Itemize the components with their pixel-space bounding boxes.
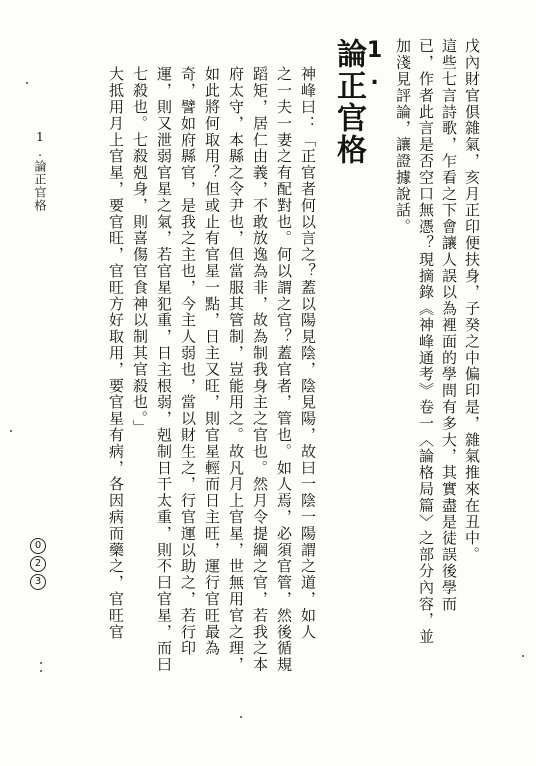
scan-speck (240, 716, 242, 718)
intro-line-3: 已，作者此言是否空口無憑？現摘錄《神峰通考》卷一〈論格局篇〉之部分內容，並 (417, 38, 435, 645)
scan-speck (522, 655, 524, 657)
body-column-4: 府太守，本縣之令尹也，但當服其管制，豈能用之。故凡月上官星，世無用官之理， (227, 66, 245, 673)
body-column-7: 運，則又泄弱官星之氣，若官星犯重，日主根弱，剋制日干太重，則不曰官星，而曰 (155, 66, 173, 673)
scan-speck (40, 662, 42, 664)
scan-speck (10, 430, 12, 432)
sidebar-mark-3: 3 (30, 574, 46, 590)
sidebar-outline (34, 130, 46, 212)
body-column-5: 如此將何取用？但或止有官星一點，日主又旺，則官星輕而日主旺，運行官旺最為 (203, 66, 221, 657)
body-column-6: 奇，譬如府縣官，是我之主也，今主人弱也，當以財生之，行官運以助之，若行印 (179, 66, 197, 657)
sidebar-mark-2: 2 (30, 556, 46, 572)
sidebar-marks (30, 538, 46, 590)
sidebar-section-number: 1. (33, 130, 47, 160)
body-column-1: 神峰曰：「正官者何以言之？蓋以陽見陰，陰見陽，故曰一陰一陽謂之道，如人 (299, 66, 317, 640)
intro-line-1: 戊內財官俱雜氣，亥月正印便扶身，子癸之中偏印是，雜氣推來在丑中。 (463, 38, 481, 563)
sidebar-section-title: 論正官格 (33, 160, 47, 212)
scan-speck (40, 670, 42, 672)
body-column-8: 七殺也。七殺剋身，則喜傷官食神以制其官殺也。」 (131, 66, 149, 436)
body-column-3: 蹈矩，居仁由義，不敢放逸為非，故為制我身主之官也。然月令提綱之官，若我之本 (251, 66, 269, 673)
section-heading-title: 論正官格 (331, 38, 366, 166)
body-column-2: 之一夫一妻之有配對也。何以謂之官？蓋官者，管也。如人焉，必須官管，然後循規 (275, 66, 293, 673)
scan-speck (26, 82, 28, 84)
sidebar-mark-0: 0 (30, 538, 46, 554)
section-heading-number: 1. (362, 38, 387, 92)
intro-line-2: 這些七言詩歌，乍看之下會讓人誤以為裡面的學問有多大，其實盡是徒誤後學而 (440, 38, 458, 612)
section-heading (333, 38, 385, 166)
intro-line-4: 加淺見評論，讓證據說話。 (394, 38, 412, 235)
body-column-9: 大抵用月上官星，要官旺，官旺方好取用，要官星有病，各因病而藥之，官旺官 (107, 66, 125, 640)
